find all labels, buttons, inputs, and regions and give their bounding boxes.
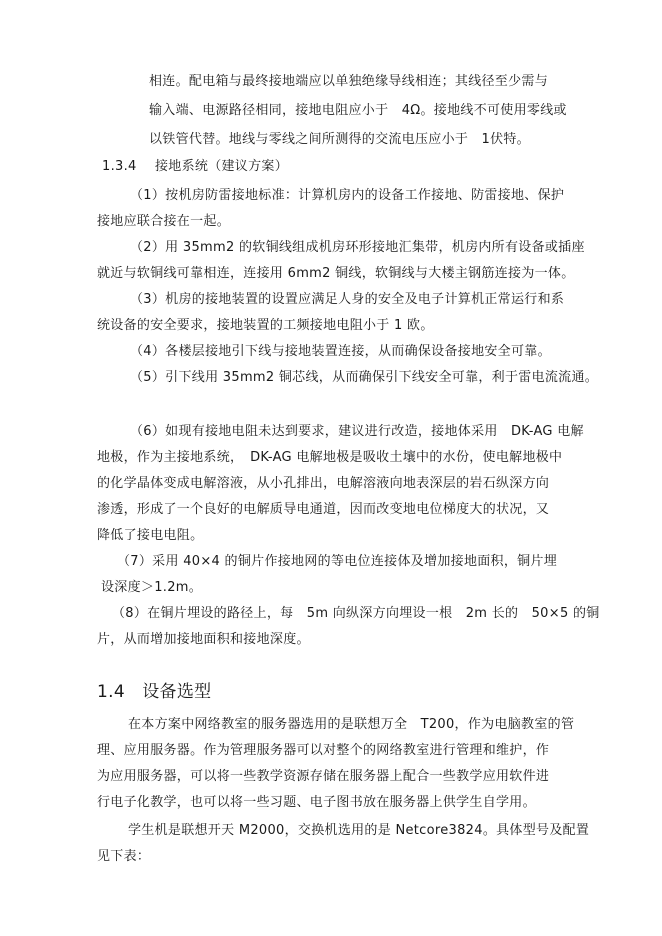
text-line: 输入端、电源路径相同，接地电阻应小于 4Ω。接地线不可使用零线或 bbox=[149, 103, 567, 118]
paragraph-line: 行电子化教学，也可以将一些习题、电子图书放在服务器上供学生自学用。 bbox=[97, 795, 536, 810]
text-line: 以铁管代替。地线与零线之间所测得的交流电压应小于 1伏特。 bbox=[149, 132, 530, 147]
list-item-line: 的化学晶体变成电解溶液，从小孔排出，电解溶液向地表深层的岩石纵深方向 bbox=[97, 476, 550, 491]
list-item-line: （7）采用 40×4 的铜片作接地网的等电位连接体及增加接地面积，铜片埋 bbox=[117, 554, 558, 569]
list-item-line: （8）在铜片埋设的路径上，每 5m 向纵深方向埋设一根 2m 长的 50×5 的铜 bbox=[112, 606, 600, 621]
section-heading: 1.4 设备选型 bbox=[97, 682, 212, 702]
subheading-number: 1.3.4 bbox=[102, 159, 137, 174]
list-item-line: 地极，作为主接地系统， DK-AG 电解地极是吸收土壤中的水份，使电解地极中 bbox=[97, 450, 563, 465]
list-item-line: 统设备的安全要求，接地装置的工频接地电阻小于 1 欧。 bbox=[97, 318, 434, 333]
list-item-line: （4）各楼层接地引下线与接地装置连接，从而确保设备接地安全可靠。 bbox=[130, 344, 551, 359]
list-item-line: 设深度＞1.2m。 bbox=[101, 580, 203, 595]
list-item-line: （2）用 35mm2 的软铜线组成机房环形接地汇集带，机房内所有设备或插座 bbox=[130, 240, 585, 255]
list-item-line: （6）如现有接地电阻未达到要求，建议进行改造，接地体采用 DK-AG 电解 bbox=[130, 424, 584, 439]
list-item-line: （3）机房的接地装置的设置应满足人身的安全及电子计算机正常运行和系 bbox=[130, 292, 565, 307]
paragraph-line: 在本方案中网络教室的服务器选用的是联想万全 T200，作为电脑教室的管 bbox=[128, 717, 575, 732]
list-item-line: 接地应联合接在一起。 bbox=[97, 214, 231, 229]
paragraph-line: 见下表： bbox=[97, 849, 151, 864]
text-line: 相连。配电箱与最终接地端应以单独绝缘导线相连；其线径至少需与 bbox=[149, 74, 549, 89]
paragraph-line: 学生机是联想开天 M2000，交换机选用的是 Netcore3824。具体型号及配置 bbox=[128, 823, 590, 838]
subheading-title: 接地系统（建议方案） bbox=[155, 159, 289, 174]
list-item-line: 片，从而增加接地面积和接地深度。 bbox=[97, 632, 310, 647]
paragraph-line: 理、应用服务器。作为管理服务器可以对整个的网络教室进行管理和维护，作 bbox=[97, 743, 550, 758]
paragraph-line: 为应用服务器，可以将一些教学资源存储在服务器上配合一些教学应用软件进 bbox=[97, 769, 550, 784]
list-item-line: 降低了接电电阻。 bbox=[97, 528, 204, 543]
list-item-line: （5）引下线用 35mm2 铜芯线，从而确保引下线安全可靠，利于雷电流流通。 bbox=[130, 370, 599, 385]
list-item-line: 渗透，形成了一个良好的电解质导电通道，因而改变地电位梯度大的状况，又 bbox=[97, 502, 550, 517]
list-item-line: （1）按机房防雷接地标准：计算机房内的设备工作接地、防雷接地、保护 bbox=[130, 188, 565, 203]
list-item-line: 就近与软铜线可靠相连，连接用 6mm2 铜线，软铜线与大楼主钢筋连接为一体。 bbox=[97, 266, 575, 281]
